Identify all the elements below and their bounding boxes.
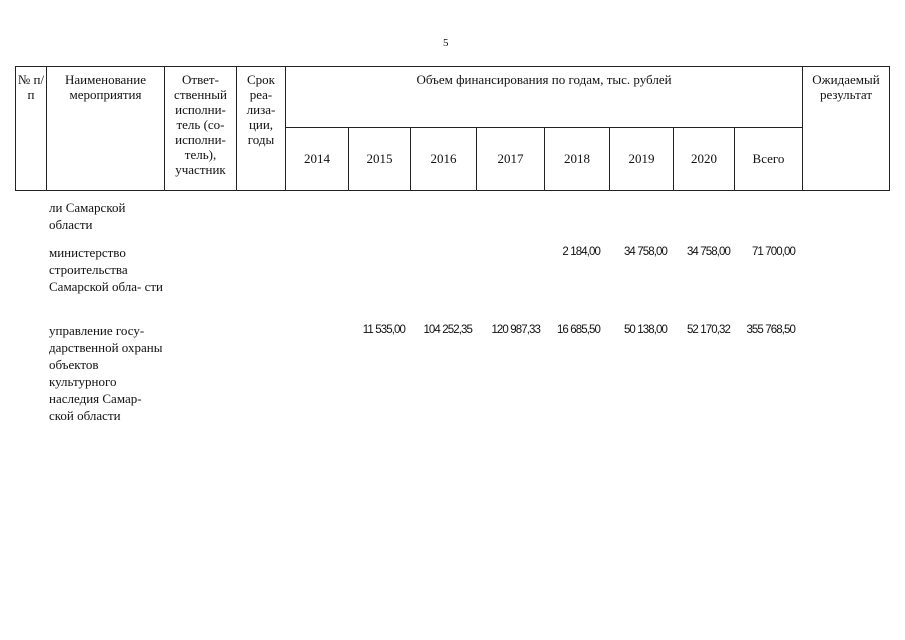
- value-2015: 11 535,00: [362, 324, 405, 336]
- header-year-2020: 2020: [674, 127, 735, 190]
- value-2016: 104 252,35: [423, 324, 472, 336]
- header-num: № п/п: [16, 67, 47, 191]
- funding-table-header: [15, 66, 890, 191]
- header-term: Срок реа- лиза- ции, годы: [237, 67, 286, 191]
- value-2018: 16 685,50: [556, 324, 600, 336]
- header-total: Всего: [735, 127, 803, 190]
- row-label: ли Самарской области: [49, 200, 126, 232]
- value-2020: 34 758,00: [686, 246, 730, 258]
- value-total: 355 768,50: [746, 324, 795, 336]
- header-responsible: Ответ- ственный исполни- тель (со- исполни- тель), участник: [165, 67, 237, 191]
- value-2020: 52 170,32: [686, 324, 730, 336]
- header-year-2017: 2017: [477, 127, 545, 190]
- header-year-2015: 2015: [349, 127, 411, 190]
- header-year-2014: 2014: [286, 127, 349, 190]
- header-year-2019: 2019: [610, 127, 674, 190]
- value-2019: 50 138,00: [623, 324, 667, 336]
- row-label: министерство строительства Самарской обла- сти: [49, 245, 164, 294]
- header-funding: Объем финансирования по годам, тыс. рублей: [286, 67, 803, 128]
- header-result: Ожидаемый результат: [803, 67, 890, 191]
- value-total: 71 700,00: [751, 246, 795, 258]
- header-year-2018: 2018: [545, 127, 610, 190]
- value-2018: 2 184,00: [562, 246, 600, 258]
- row-label: управление госу- дарственной охраны объектов культурного наследия Самар- ской области: [49, 323, 163, 423]
- header-year-2016: 2016: [411, 127, 477, 190]
- header-name: Наименование мероприятия: [47, 67, 165, 191]
- value-2017: 120 987,33: [491, 324, 540, 336]
- value-2019: 34 758,00: [623, 246, 667, 258]
- page-number: 5: [443, 37, 449, 49]
- table-body: [0, 192, 905, 452]
